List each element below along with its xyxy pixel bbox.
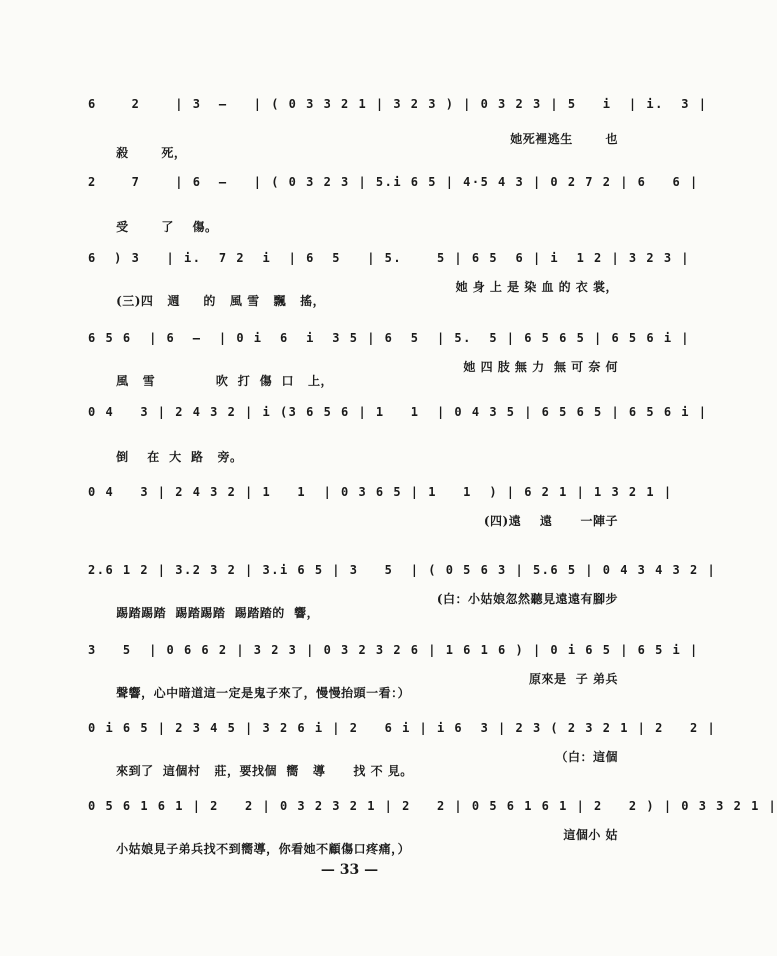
lyric-text: 殺 死， [116, 146, 187, 160]
lyric-text-right: 她 四 肢 無 力 無 可 奈 何 [463, 360, 618, 374]
lyric-text-right: 她死裡逃生 也 [510, 132, 618, 146]
notation-line: 6 5 6 | 6 — | 0 i 6 i 3 5 | 6 5 | 5. 5 | 6 5 6 5 | 6 5 6 i | [88, 331, 690, 345]
lyric-text-right: (白：小姑娘忽然聽見遠遠有腳步 [436, 592, 618, 606]
notation-line: 2 7 | 6 — | ( 0 3 2 3 | 5.i 6 5 | 4·5 4 3 | 0 2 7 2 | 6 6 | [88, 175, 699, 189]
lyric-text: 風 雪 吹 打 傷 口 上， [116, 374, 334, 388]
lyric-text: 小姑娘見子弟兵找不到嚮導，你看她不顧傷口疼痛，） [116, 842, 411, 856]
page-number: — 33 — [320, 862, 379, 878]
notation-line: 6 2 | 3 — | ( 0 3 3 2 1 | 3 2 3 ) | 0 3 2 3 | 5 i | i. 3 | [88, 97, 708, 111]
lyric-text-right: 原來是 子 弟兵 [528, 672, 618, 686]
lyric-text: 踢踏踢踏 踢踏踢踏 踢踏踏的 響， [116, 606, 320, 620]
lyric-text-right: （白：這個 [555, 750, 618, 764]
lyric-text-right: 這個小 姑 [563, 828, 618, 842]
lyric-text: 倒 在 大 路 旁。 [116, 450, 243, 464]
notation-line: 6 ) 3 | i. 7 2 i | 6 5 | 5. 5 | 6 5 6 | i 1 2 | 3 2 3 | [88, 251, 690, 265]
notation-line: 3 5 | 0 6 6 2 | 3 2 3 | 0 3 2 3 2 6 | 1 6 1 6 ) | 0 i 6 5 | 6 5 i | [88, 643, 699, 657]
lyric-text-right: (四)遠 遠 一陣子 [483, 514, 618, 528]
notation-line: 0 i 6 5 | 2 3 4 5 | 3 2 6 i | 2 6 i | i 6 3 | 2 3 ( 2 3 2 1 | 2 2 | [88, 721, 717, 735]
notation-line: 0 5 6 1 6 1 | 2 2 | 0 3 2 3 2 1 | 2 2 | 0 5 6 1 6 1 | 2 2 ) | 0 3 3 2 1 | [88, 799, 777, 813]
lyric-text: 聲響，心中暗道這一定是鬼子來了，慢慢抬頭一看：） [116, 686, 411, 700]
lyric-text-right: 她 身 上 是 染 血 的 衣 裳， [455, 280, 618, 294]
lyric-text: 受 了 傷。 [116, 220, 218, 234]
notation-line: 0 4 3 | 2 4 3 2 | i (3 6 5 6 | 1 1 | 0 4 3 5 | 6 5 6 5 | 6 5 6 i | [88, 405, 708, 419]
notation-line: 2.6 1 2 | 3.2 3 2 | 3.i 6 5 | 3 5 | ( 0 5 6 3 | 5.6 5 | 0 4 3 4 3 2 | [88, 563, 717, 577]
notation-line: 0 4 3 | 2 4 3 2 | 1 1 | 0 3 6 5 | 1 1 ) | 6 2 1 | 1 3 2 1 | [88, 485, 673, 499]
lyric-text: 來到了 這個村 莊，要找個 嚮 導 找 不 見。 [116, 764, 413, 778]
lyric-text: (三)四 週 的 風 雪 飄 搖， [116, 294, 326, 308]
